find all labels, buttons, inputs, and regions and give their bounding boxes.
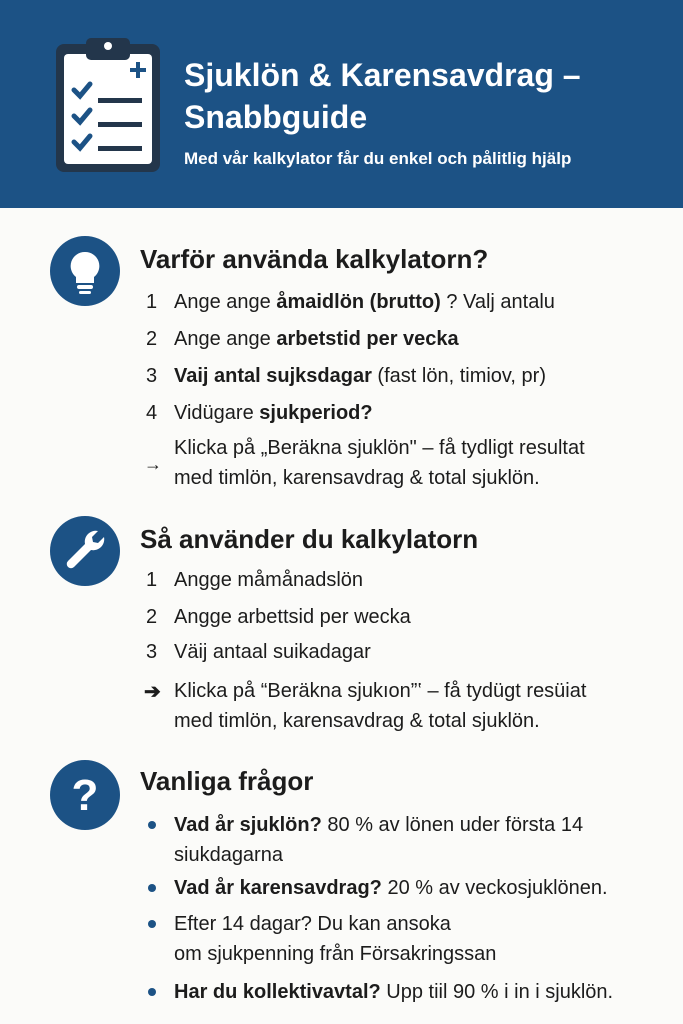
faq-item: Efter 14 dagar? Du kan ansoka om sjukpenning från Försakringssan	[174, 913, 497, 965]
step-number: 1	[146, 569, 158, 591]
section-title-how: Så använder du kalkylatorn	[140, 524, 479, 554]
wrench-icon	[50, 516, 120, 586]
bullet-icon	[148, 884, 156, 892]
bullet-icon	[148, 988, 156, 996]
step-number: 1	[146, 291, 158, 313]
arrow-right-icon: ➔	[144, 681, 161, 703]
step-number: 2	[146, 328, 158, 350]
page-title: Sjuklön & Karensavdrag – Snabbguide	[184, 57, 581, 135]
bullet-icon	[148, 920, 156, 928]
lightbulb-icon	[50, 236, 120, 306]
question-mark-icon	[50, 760, 120, 830]
list-item: 1 Ange ange åmaidlön (brutto) ? Valj antalu	[146, 291, 555, 313]
clipboard-checklist-icon	[56, 38, 160, 179]
section-title-faq: Vanliga frågor	[140, 766, 314, 796]
step-number: 3	[146, 365, 158, 387]
result-note: Klicka på “Beräkna sjukıon”‛ – få tydügt resüiat med timlön, karensavdrag & total sjuklön.	[174, 680, 587, 732]
svg-text:?: ?	[71, 771, 99, 820]
header-banner	[0, 0, 683, 208]
faq-item: Har du kollektivavtal? Upp tiil 90 % i in i sjuklön.	[174, 981, 614, 1003]
arrow-right-icon: →	[144, 454, 162, 474]
faq-item: Vad år sjuklön? 80 % av lönen uder första 14 siukdagarna	[174, 814, 584, 866]
section-title-why: Varför använda kalkylatorn?	[140, 244, 489, 274]
list-item: 4 Vidügare sjukperiod?	[146, 402, 373, 424]
step-number: 4	[146, 402, 158, 424]
list-item: 3 Väij antaal suikadagar	[146, 641, 371, 663]
list-item: 2 Angge arbettsid per wecka	[146, 606, 411, 628]
list-item: 2 Ange ange arbetstid per vecka	[146, 328, 459, 350]
result-note: Klicka på „Beräkna sjuklön" – få tydligt resultat med timlön, karensavdrag & total sjuklön.	[174, 437, 585, 489]
bullet-icon	[148, 821, 156, 829]
faq-item: Vad år karensavdrag? 20 % av veckosjuklönen.	[174, 877, 608, 899]
list-item: 3 Vaij antal sujksdagar (fast lön, timiov, pr)	[146, 365, 546, 387]
page-subtitle: Med vår kalkylator får du enkel och pålitlig hjälp	[184, 149, 572, 168]
step-number: 2	[146, 606, 158, 628]
step-number: 3	[146, 641, 158, 663]
list-item: 1 Angge måmånadslön	[146, 569, 364, 591]
